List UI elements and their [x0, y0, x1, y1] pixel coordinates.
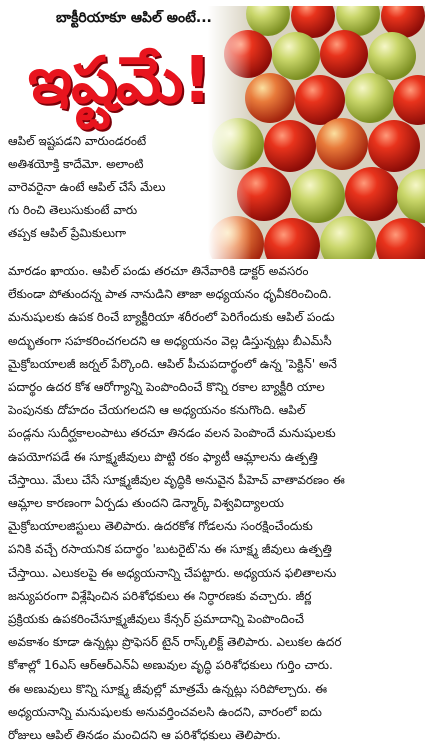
body-line: ఈ అణువులు కొన్ని సూక్ష్మ జీవుల్లో మాత్రమే ఉన్నట్లు సరిపోల్చారు. ఈ	[8, 681, 328, 696]
intro-line: అతిశయోక్తి కాదేమో. అలాంటి	[8, 157, 144, 171]
article-headline: ఇష్టమే!	[28, 44, 211, 118]
body-line: రోజులు ఆపిల్ తినడం మంచిదని ఆ పరిశోధకులు తెలిపారు.	[8, 728, 281, 741]
body-line: పెంపునకు దోహదం చేయగలదని ఆ అధ్యయనం కనుగొంది. ఆపిల్	[8, 403, 306, 418]
body-line: అద్భుతంగా సహకరించగలదని ఆ అధ్యయనం వెల్ల డిస్తున్నట్లు బీఎమ్‌సీ	[8, 333, 332, 348]
body-line: పండ్లను సుదీర్ఘకాలంపాటు తరచూ తినడం వలన పెంపొందే మనుషులకు	[8, 426, 336, 441]
body-line: ఆమ్లాల కారణంగా ఏర్పడు తుందని డెన్మార్క్ విశ్వవిద్యాలయ	[8, 496, 284, 511]
body-line: మైక్రోబయాలజిస్టులు తెలిపారు. ఉదరకోశ గోడలను సంరక్షించేందుకు	[8, 519, 313, 534]
intro-line: వారెవరైనా ఉంటే ఆపిల్ చేసే మేలు	[8, 180, 166, 194]
body-line: మనుషులకు ఉపక రించే బ్యాక్టీరియా శరీరంలో పెరిగేందుకు ఆపిల్ పండు	[8, 310, 335, 325]
intro-line: తప్పక ఆపిల్ ప్రేమికులుగా	[8, 226, 127, 240]
body-line: అవకాశం కూడా ఉన్నట్లు ప్రొఫెసర్ టైన్ రాస్క్‌లిక్ట్ తెలిపారు. ఎలుకల ఉదర	[8, 635, 342, 650]
body-line: కోశాల్లో 16ఎస్ ఆర్ఆర్ఎన్ఏ అణువుల వృద్ధి పరిశోధకులు గుర్తిం చారు.	[8, 658, 333, 673]
body-line: లేకుండా పోతుందన్న పాత నానుడిని తాజా అధ్యయనం ధృవీకరించింది.	[8, 287, 332, 302]
article-body	[8, 260, 418, 741]
intro-line: గు రించి తెలుసుకుంటే వారు	[8, 203, 138, 217]
body-line: మైక్రోబయాలజీ జర్నల్ పేర్కొంది. ఆపిల్ పీచుపదార్థంలో ఉన్న 'పెక్టిన్' అనే	[8, 356, 337, 371]
body-line: మారడం ఖాయం. ఆపిల్ పండు తరచూ తినేవారికి డాక్టర్ అవసరం	[8, 264, 309, 278]
body-line: అధ్యయనాన్ని మనుషులకు అనువర్తించవలసి ఉందని, వారంలో ఐదు	[8, 704, 322, 719]
body-line: చేస్తాయి. ఎలుకలపై ఈ అధ్యయనాన్ని చేపట్టారు. అధ్యయన ఫలితాలను	[8, 565, 337, 580]
body-line: ఉపయోగపడే ఈ సూక్ష్మజీవులు పొట్టి రకం ఫ్యాటీ ఆమ్లాలను ఉత్పత్తి	[8, 449, 318, 464]
body-line: పదార్థం ఉదర కోశ ఆరోగ్యాన్ని పెంపొందించే కొన్ని రకాల బ్యాక్టీరి యాల	[8, 380, 325, 395]
body-line: చేస్తాయి. మేలు చేసే సూక్ష్మజీవుల వృద్ధికి అనువైన పీహెచ్ వాతావరణం ఈ	[8, 472, 345, 487]
body-line: జన్యుపరంగా విశ్లేషించిన పరిశోధకులు ఈ నిర్ధారణకు వచ్చారు. జీర్ణ	[8, 588, 312, 603]
apples-photo	[208, 6, 425, 259]
intro-paragraph	[8, 130, 210, 245]
body-line: పనికి వచ్చే రసాయనిక పదార్థం 'బుటరైట్'ను ఈ సూక్ష్మ జీవులు ఉత్పత్తి	[8, 542, 332, 557]
article-kicker: బాక్టీరియాకూ ఆపిల్ అంటే...	[56, 10, 212, 26]
intro-line: ఆపిల్ ఇష్టపడని వారుండరంటే	[8, 134, 147, 148]
body-line: ప్రక్రియకు ఉపకరించేసూక్ష్మజీవులు కేన్సర్ ప్రమాదాన్ని పెంపొందించే	[8, 612, 304, 627]
